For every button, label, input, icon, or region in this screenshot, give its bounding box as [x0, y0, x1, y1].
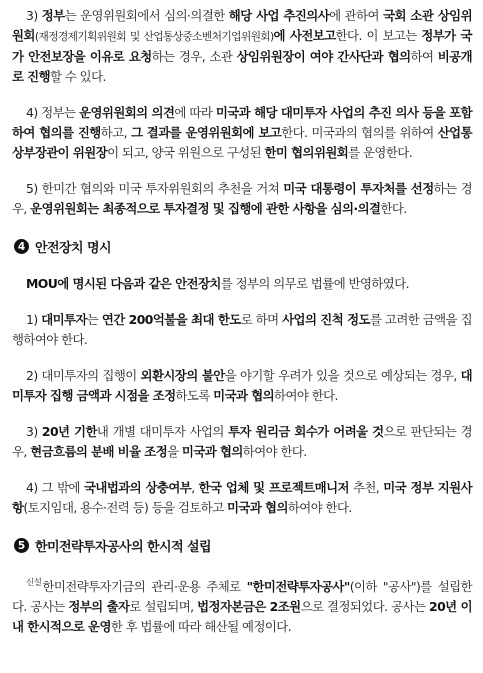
paragraph-safeguard-1: 1) 대미투자는 연간 200억불을 최대 한도로 하며 사업의 진척 정도를 고려한 금액을 집행하여야 한다.: [12, 312, 472, 347]
section-title: 한미전략투자공사의 한시적 설립: [35, 540, 212, 555]
paragraph-mou-safeguards: MOU에 명시된 다음과 같은 안전장치를 정부의 의무로 법률에 반영하였다.: [26, 276, 410, 291]
paragraph-5-final-decision: 5) 한미간 협의와 미국 투자위원회의 추천을 거쳐 미국 대통령이 투자처를 선정하는 경우, 운영위원회는 최종적으로 투자결정 및 집행에 관한 사항을 심의·의결한다.: [12, 181, 473, 216]
paragraph-safeguard-3: 3) 20년 기한내 개별 대미투자 사업의 투자 원리금 회수가 어려울 것으로 판단되는 경우, 현금흐름의 분배 비율 조정을 미국과 협의하여야 한다.: [12, 424, 473, 459]
circled-number-5-icon: 5: [14, 538, 29, 553]
section-title: 안전장치 명시: [35, 241, 112, 256]
section-heading-safeguards: [14, 237, 472, 256]
paragraph-safeguard-2: 2) 대미투자의 집행이 외환시장의 불안을 야기할 우려가 있을 것으로 예상되는 경우, 대미투자 집행 금액과 시점을 조정하도록 미국과 협의하여야 한다.: [12, 368, 473, 403]
new-provision-tag: 신설: [26, 578, 42, 588]
section-heading-corporation: [14, 536, 472, 555]
paragraph-3-prior-report: 3) 정부는 운영위원회에서 심의·의결한 해당 사업 추진의사에 관하여 국회 소관 상임위원회(재정경제기획위원회 및 산업통상중소벤처기업위원회)에 사전보고한다. 이 보고는 정부가 국가 안전보장을 이유로 요청하는 경우, 소관 상임위원장이 여야 간사단과 협의하여 비공개로 진행할 수 있다.: [12, 8, 472, 84]
paragraph-corporation-establishment: $^{신설}$한미전략투자기금의 관리·운용 주체로 "한미전략투자공사"(이하 "공사")를 설립한다. 공사는 정부의 출자로 설립되며, 법정자본금은 2조원으로 결정되었다. 공사는 20년 이내 한시적으로 운영한 후 법률에 따라 해산될 예정이다.: [12, 578, 472, 634]
paragraph-4-us-consultation: 4) 정부는 운영위원회의 의견에 따라 미국과 해당 대미투자 사업의 추진 의사 등을 포함하여 협의를 진행하고, 그 결과를 운영위원회에 보고한다. 미국과의 협의를 위하여 산업통상부장관이 위원장이 되고, 양국 위원으로 구성된 한미 협의위원회를 운영한다.: [12, 105, 472, 160]
circled-number-4-icon: 4: [14, 239, 29, 254]
paragraph-safeguard-4: 4) 그 밖에 국내법과의 상충여부, 한국 업체 및 프로젝트매니저 추천, 미국 정부 지원사항(토지임대, 용수·전력 등) 등을 검토하고 미국과 협의하여야 한다.: [12, 480, 472, 515]
